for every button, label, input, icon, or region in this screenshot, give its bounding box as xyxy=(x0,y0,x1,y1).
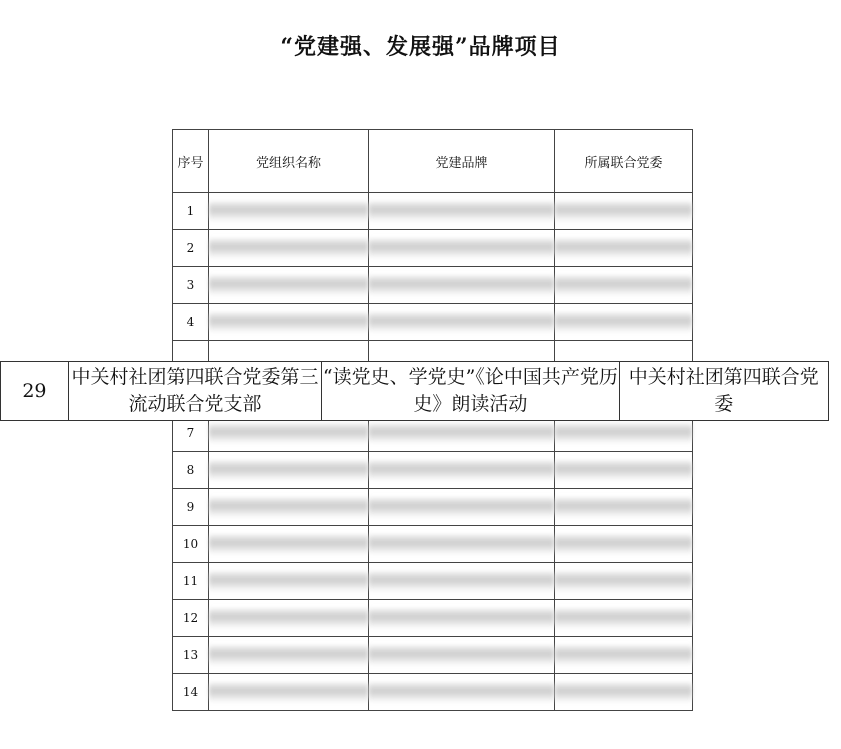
table-row xyxy=(173,304,693,341)
blurred-cell xyxy=(209,489,369,526)
table-row xyxy=(173,230,693,267)
blurred-cell xyxy=(369,193,555,230)
row-index: 1 xyxy=(173,193,209,230)
table-row xyxy=(173,674,693,711)
blurred-cell xyxy=(555,637,693,674)
blurred-cell xyxy=(209,452,369,489)
blurred-cell xyxy=(555,267,693,304)
blurred-cell xyxy=(555,600,693,637)
blurred-cell xyxy=(209,674,369,711)
blurred-cell xyxy=(209,230,369,267)
highlight-org-name: 中关村社团第四联合党委第三流动联合党支部 xyxy=(69,362,322,420)
blurred-cell xyxy=(555,304,693,341)
blurred-cell xyxy=(369,489,555,526)
row-index: 14 xyxy=(173,674,209,711)
page-title: “党建强、发展强”品牌项目 xyxy=(280,34,561,60)
blurred-cell xyxy=(209,526,369,563)
table-row xyxy=(173,637,693,674)
highlighted-row-banner xyxy=(0,361,829,421)
blurred-cell xyxy=(555,526,693,563)
header-united-committee: 所属联合党委 xyxy=(555,130,693,193)
blurred-cell xyxy=(555,452,693,489)
blurred-cell xyxy=(209,637,369,674)
blurred-cell xyxy=(369,563,555,600)
row-index: 2 xyxy=(173,230,209,267)
blurred-cell xyxy=(369,674,555,711)
row-index: 12 xyxy=(173,600,209,637)
table-row xyxy=(173,600,693,637)
table-row xyxy=(173,267,693,304)
blurred-cell xyxy=(369,230,555,267)
header-org-name: 党组织名称 xyxy=(209,130,369,193)
header-index: 序号 xyxy=(173,130,209,193)
blurred-cell xyxy=(369,452,555,489)
table-row xyxy=(173,452,693,489)
table-row xyxy=(173,563,693,600)
row-index: 7 xyxy=(173,415,209,452)
blurred-cell xyxy=(369,267,555,304)
blurred-cell xyxy=(555,563,693,600)
row-index: 4 xyxy=(173,304,209,341)
blurred-cell xyxy=(209,193,369,230)
blurred-cell xyxy=(555,230,693,267)
blurred-cell xyxy=(369,526,555,563)
header-brand: 党建品牌 xyxy=(369,130,555,193)
blurred-cell xyxy=(555,489,693,526)
blurred-cell xyxy=(209,304,369,341)
blurred-cell xyxy=(369,600,555,637)
blurred-cell xyxy=(555,674,693,711)
blurred-cell xyxy=(209,267,369,304)
row-index: 13 xyxy=(173,637,209,674)
row-index: 9 xyxy=(173,489,209,526)
table-row xyxy=(173,526,693,563)
highlight-brand: “读党史、学党史”《论中国共产党历史》朗读活动 xyxy=(322,362,619,420)
blurred-cell xyxy=(555,193,693,230)
table-row xyxy=(173,193,693,230)
table-row xyxy=(173,489,693,526)
table-header-row xyxy=(173,130,693,193)
blurred-cell xyxy=(369,637,555,674)
blurred-cell xyxy=(209,563,369,600)
highlight-index: 29 xyxy=(1,362,69,420)
row-index: 3 xyxy=(173,267,209,304)
highlight-united-committee: 中关村社团第四联合党委 xyxy=(628,366,819,415)
row-index: 10 xyxy=(173,526,209,563)
row-index: 8 xyxy=(173,452,209,489)
blurred-cell xyxy=(369,304,555,341)
blurred-cell xyxy=(209,600,369,637)
row-index: 11 xyxy=(173,563,209,600)
